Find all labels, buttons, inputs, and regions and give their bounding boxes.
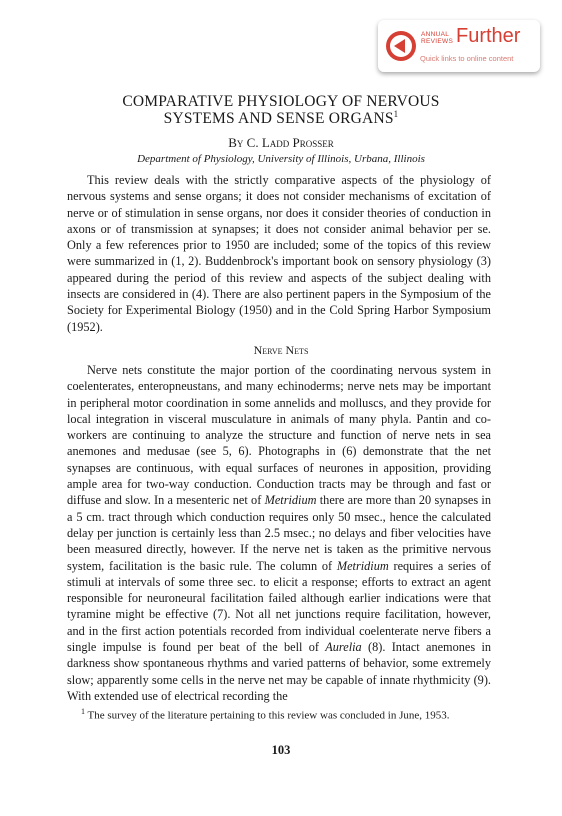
play-back-icon (386, 31, 416, 61)
affiliation: Department of Physiology, University of Illinois, Urbana, Illinois (137, 153, 425, 165)
footnote: $^1$ The survey of the literature pertaining to this review was concluded in June, 1953. (81, 707, 450, 722)
page-number: 103 (271, 743, 291, 757)
section-heading: Nerve Nets (253, 343, 309, 357)
badge-publisher: ANNUAL REVIEWS (421, 31, 454, 45)
article-title-line-2: SYSTEMS AND SENSE ORGANS$^1$ (163, 109, 399, 128)
badge-link-text[interactable]: Quick links to online content (420, 54, 514, 63)
author-name: C. Ladd Prosser (246, 135, 334, 150)
title-footnote-mark: 1 (393, 109, 399, 119)
article-title-line-1: COMPARATIVE PHYSIOLOGY OF NERVOUS (122, 93, 440, 110)
badge-brand: Further (456, 25, 521, 47)
annual-reviews-further-badge[interactable] (378, 20, 540, 72)
intro-paragraph: This review deals with the strictly comparative aspects of the physiology of nervous systems and sense organs; it does not consider mechanisms of excitation of nerve or of stimulation in sense organs, nor does it consider theories of conduction in axons or of transmission at synapses; it does not consider animal behavior per se. Only a few references prior to 1950 are included; some of the topics of this review were summarized in (1, 2). Buddenbrock's important book on sensory physiology (3) appeared during the period of this review and aspects of the subject dealing with insects are considered in (4). There are also pertinent papers in the Symposium of the Society for Experimental Biology (1950) and in the Cold Spring Harbor Symposium (1952). (67, 173, 491, 334)
nerve-nets-paragraph: Nerve nets constitute the major portion of the coordinating nervous system in coelenterates, enteropneustans, and many echinoderms; nerve nets may be important in peripheral motor coordination in some annelids and molluscs, and they provide for local integration in visceral musculature in animals of many phyla. Pantin and co-workers are continuing to analyze the structure and function of nerve nets in sea anemones and medusae (see 5, 6). Photographs in (6) demonstrate that the net synapses are continuous, with equal surfaces of neurones in apposition, providing ample area for two-way conduction. Conduction tracts may be through and fast or diffuse and slow. In a mesenteric net of Metridium there are more than 20 synapses in a 5 cm. tract through which conduction requires only 50 msec., hence the calculated delay per junction is certainly less than 2.5 msec.; no delays and fiber velocities have been measured directly, however. If the nerve net is taken as the primitive nervous system, facilitation is the basic rule. The column of Metridium requires a series of stimuli at intervals of some three sec. to elicit a response; efforts to extract an agent responsible for neuroneural facilitation failed although earlier indications were that tyramine might be effective (7). Not all net junctions require facilitation, however, and in the first action potentials recorded from individual coelenterate nerve fibers a single impulse is found per beat of the bell of Aurelia (8). Intact anemones in darkness show spontaneous rhythms and varied patterns of behavior, some extremely slow; apparently some cells in the nerve net may be capable of innate rhythmicity (9). With extended use of electrical recording the (67, 363, 492, 703)
author-line: By C. Ladd Prosser (228, 135, 334, 150)
